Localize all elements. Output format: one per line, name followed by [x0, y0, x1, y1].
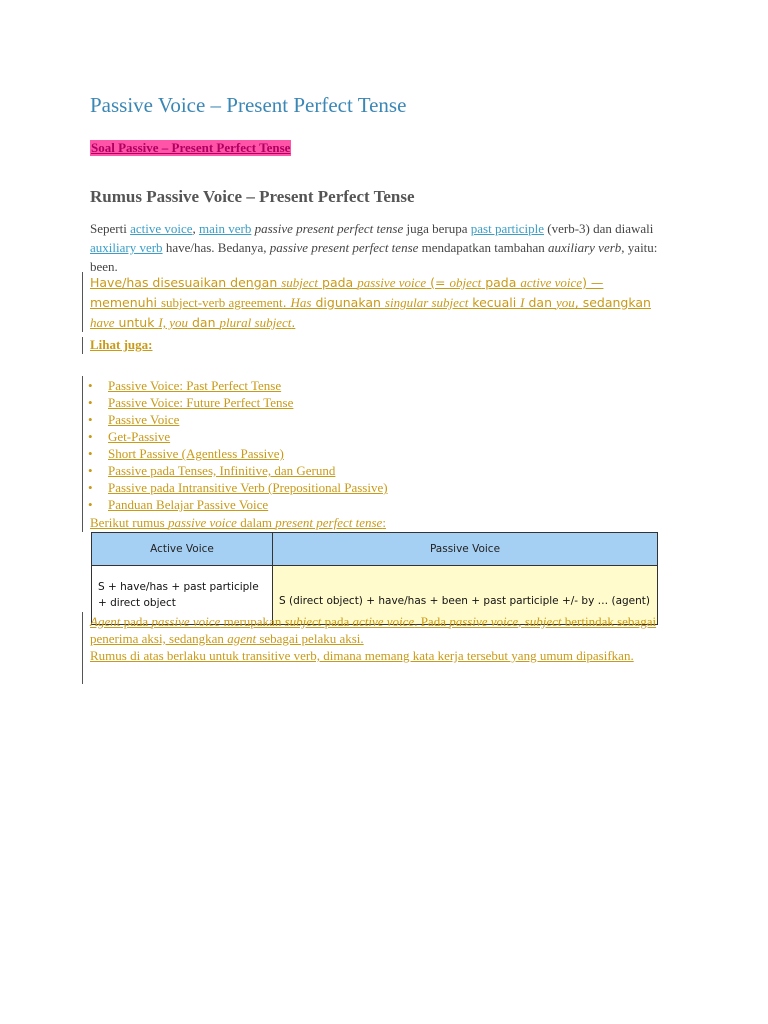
- bullet-icon: •: [88, 480, 93, 495]
- related-link[interactable]: [88, 394, 388, 411]
- change-bar: [82, 272, 83, 332]
- note-text: untuk: [114, 315, 159, 330]
- formula-intro-text: dalam: [236, 515, 276, 530]
- related-link-label: Get-Passive: [108, 429, 171, 444]
- note-text: dan: [524, 295, 556, 310]
- related-link-label: Passive pada Intransitive Verb (Prepositional Passive): [108, 480, 388, 495]
- agent-text: pada: [321, 614, 353, 629]
- table-header-active: Active Voice: [92, 533, 273, 566]
- related-link[interactable]: [88, 479, 388, 496]
- agent-italic: active voice: [352, 614, 415, 629]
- related-links-list: [88, 377, 388, 513]
- change-bar: [82, 376, 83, 532]
- related-link[interactable]: [88, 428, 388, 445]
- related-link[interactable]: [88, 411, 388, 428]
- past-participle-link[interactable]: past participle: [470, 221, 545, 236]
- bullet-icon: •: [88, 446, 93, 461]
- related-link-label: Passive Voice: [108, 412, 180, 427]
- agreement-note: [90, 273, 670, 333]
- note-text: .: [282, 295, 291, 310]
- note-term: active voice: [520, 275, 583, 290]
- page-title: Passive Voice – Present Perfect Tense: [90, 93, 407, 117]
- note-text: digunakan: [311, 295, 385, 310]
- related-link-label: Passive Voice: Past Perfect Tense: [108, 378, 282, 393]
- active-voice-link[interactable]: active voice: [130, 221, 193, 236]
- agent-italic: subject: [284, 614, 322, 629]
- section-heading: Rumus Passive Voice – Present Perfect Tense: [90, 187, 415, 206]
- agent-text: pada: [120, 614, 152, 629]
- agent-text: bertindak sebagai penerima aksi, sedangkan: [90, 614, 657, 646]
- intro-italic: passive present perfect tense: [269, 240, 419, 255]
- note-text: (=: [426, 275, 450, 290]
- related-link-label: Short Passive (Agentless Passive): [108, 446, 284, 461]
- intro-text: mendapatkan tambahan: [418, 240, 548, 255]
- note-term: I, you: [158, 315, 189, 330]
- note-term: plural subject: [219, 315, 292, 330]
- agent-italic: passive voice: [151, 614, 221, 629]
- formula-intro: [90, 515, 386, 531]
- note-text: Have/has disesuaikan dengan: [90, 275, 282, 290]
- note-term: I: [520, 295, 525, 310]
- intro-text: (verb-3) dan diawali: [544, 221, 654, 236]
- formula-intro-italic: passive voice: [168, 515, 237, 530]
- related-link[interactable]: [88, 496, 388, 513]
- note-text: , sedangkan: [574, 295, 651, 310]
- related-link-label: Passive pada Tenses, Infinitive, dan Gerund: [108, 463, 336, 478]
- agent-text: . Pada: [414, 614, 450, 629]
- intro-italic: auxiliary verb: [548, 240, 622, 255]
- agent-text: sebagai pelaku aksi.: [256, 631, 364, 646]
- bullet-icon: •: [88, 497, 93, 512]
- agent-text: merupakan: [220, 614, 285, 629]
- intro-text: Seperti: [90, 221, 131, 236]
- note-term: object: [449, 275, 482, 290]
- intro-paragraph: [90, 219, 670, 276]
- formula-intro-italic: present perfect tense: [275, 515, 383, 530]
- see-also-label: Lihat juga:: [90, 337, 153, 352]
- note-text: .: [291, 315, 296, 330]
- change-bar: [82, 337, 83, 354]
- agent-italic: Agent: [90, 614, 121, 629]
- soal-link[interactable]: Soal Passive – Present Perfect Tense: [91, 140, 291, 155]
- note-text: pada: [318, 275, 358, 290]
- intro-text: , yaitu: been.: [90, 240, 658, 274]
- note-term: you: [555, 295, 575, 310]
- agent-line2: Rumus di atas berlaku untuk transitive verb, dimana memang kata kerja tersebut yang umum dipasifkan.: [90, 648, 634, 663]
- intro-text: ,: [192, 221, 200, 236]
- auxiliary-verb-link[interactable]: auxiliary verb: [90, 240, 163, 255]
- formula-intro-text: Berikut rumus: [90, 515, 168, 530]
- main-verb-link[interactable]: main verb: [199, 221, 252, 236]
- related-link-label: Passive Voice: Future Perfect Tense: [108, 395, 294, 410]
- note-text: pada: [481, 275, 521, 290]
- formula-intro-text: :: [382, 515, 386, 530]
- bullet-icon: •: [88, 395, 93, 410]
- related-link[interactable]: [88, 445, 388, 462]
- note-term: subject: [281, 275, 319, 290]
- note-term: passive voice: [357, 275, 427, 290]
- related-link[interactable]: [88, 462, 388, 479]
- agent-italic: passive voice: [449, 614, 519, 629]
- related-link-label: Panduan Belajar Passive Voice: [108, 497, 269, 512]
- bullet-icon: •: [88, 412, 93, 427]
- related-link[interactable]: [88, 377, 388, 394]
- note-term: have: [90, 315, 115, 330]
- intro-italic: passive present perfect tense: [254, 221, 404, 236]
- note-text: kecuali: [468, 295, 521, 310]
- table-header-passive: Passive Voice: [273, 533, 658, 566]
- agent-italic: subject: [524, 614, 562, 629]
- change-bar: [82, 612, 83, 684]
- agent-text: ,: [518, 614, 525, 629]
- bullet-icon: •: [88, 429, 93, 444]
- bullet-icon: •: [88, 463, 93, 478]
- intro-text: have/has. Bedanya,: [162, 240, 270, 255]
- table-cell-passive: S (direct object) + have/has + been + past participle +/- by … (agent): [273, 566, 658, 625]
- note-term: singular subject: [384, 295, 469, 310]
- agent-paragraph: [90, 613, 660, 664]
- note-term: Has: [290, 295, 312, 310]
- note-term: subject-verb agreement: [160, 295, 283, 310]
- note-text: dan: [188, 315, 220, 330]
- table-header-row: [92, 533, 658, 566]
- intro-text: juga berupa: [403, 221, 471, 236]
- note-text: ) — memenuhi: [90, 275, 604, 310]
- table-cell-active: S + have/has + past participle + direct object: [92, 566, 273, 625]
- formula-table: [91, 532, 658, 625]
- agent-italic: agent: [227, 631, 257, 646]
- bullet-icon: •: [88, 378, 93, 393]
